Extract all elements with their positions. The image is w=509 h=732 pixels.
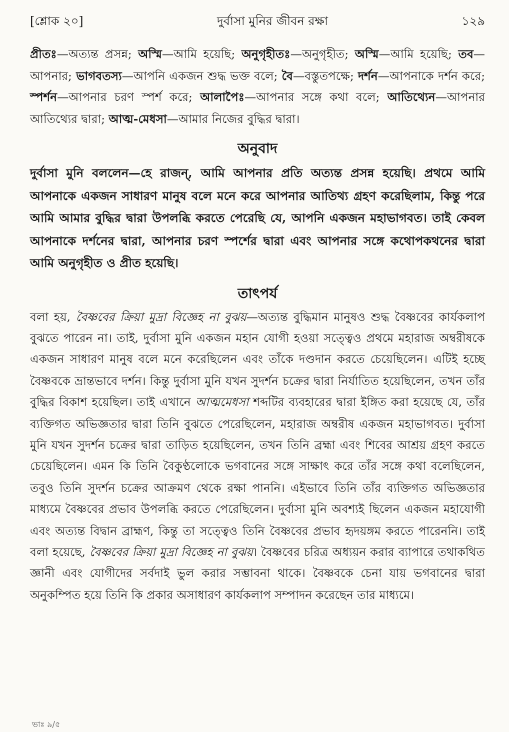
translation-heading: অনুবাদ bbox=[237, 141, 278, 157]
synonym-word: স্পর্শন bbox=[30, 90, 58, 104]
chapter-title: দুর্বাসা মুনির জীবন রক্ষা bbox=[216, 14, 328, 28]
synonym-word: আত্ম-মেধসা bbox=[108, 111, 167, 126]
synonym-meaning: —আপনার চরণ স্পর্শ করে; bbox=[57, 90, 201, 104]
purport-text-segment: বলা হয়, bbox=[30, 309, 76, 324]
synonym-word: অস্মি bbox=[138, 47, 163, 61]
purport-heading: তাৎপর্য bbox=[237, 285, 278, 302]
synonym-word: আলাপৈঃ bbox=[200, 90, 245, 104]
synonym-meaning: —আমার নিজের বুদ্ধির দ্বারা। bbox=[166, 111, 300, 126]
synonym-word: দর্শন bbox=[357, 68, 378, 83]
verse-reference: [শ্লোক ২০] bbox=[30, 14, 84, 28]
purport-text-segment: শব্দটির ব্যবহারের দ্বারা ইঙ্গিত করা হয়েছে যে, তাঁর ব্যক্তিগত অভিজ্ঞতার দ্বারা তিনি বুঝতে পেরেছিলেন, মহারাজ অম্বরীষ একজন মহাভাগবত। দুর্বাসা মুনি যখন সুদর্শন চক্রের দ্বারা তাড়িত হয়েছিলেন, তখন তিনি ব্রহ্মা এবং শিবের আশ্রয় গ্রহণ করতে চেয়েছিলেন। এমন কি তিনি বৈকুণ্ঠলোকে ভগবানের সঙ্গে সাক্ষাৎ করে তাঁর সঙ্গে কথা বলেছিলেন, তবুও তিনি সুদর্শন চক্রের আক্রমণ থেকে রক্ষা পাননি। এইভাবে তিনি তাঁর ব্যক্তিগত অভিজ্ঞতার মাধ্যমে বৈষ্ণবের প্রভাব উপলব্ধি করতে পেরেছিলেন। দুর্বাসা মুনি অবশ্যই ছিলেন একজন মহাযোগী এবং অত্যন্ত বিদ্বান ব্রাহ্মণ, কিন্তু তা সত্ত্বেও তিনি বৈষ্ণবের প্রভাব হৃদয়ঙ্গম করতে পারেননি। তাই বলা হয়েছে, bbox=[30, 395, 485, 559]
purport-term: আত্মমেধসা bbox=[195, 395, 249, 410]
synonym-word: বৈ bbox=[281, 68, 293, 83]
synonym-word: অস্মি bbox=[354, 47, 379, 61]
synonym-meaning: —বস্তুতপক্ষে; bbox=[292, 68, 358, 83]
translation-text: দুর্বাসা মুনি বললেন—হে রাজন্, আমি আপনার প্রতি অত্যন্ত প্রসন্ন হয়েছি। প্রথমে আমি আপনাকে একজন সাধারণ মানুষ বলে মনে করে আপনার আতিথ্য গ্রহণ করেছিলাম, কিন্তু পরে আমি আমার বুদ্ধির দ্বারা উপলব্ধি করতে পেরেছি যে, আপনি একজন মহাভাগবত। তাই কেবল আপনাকে দর্শনের দ্বারা, আপনার চরণ স্পর্শের দ্বারা এবং আপনার সঙ্গে কথোপকথনের দ্বারা আমি অনুগৃহীত ও প্রীত হয়েছি। bbox=[30, 166, 485, 270]
synonym-meaning: —আপনার আতিথ্যের দ্বারা; bbox=[30, 90, 485, 126]
book-page bbox=[30, 10, 485, 606]
synonym-word: তব bbox=[458, 47, 474, 61]
synonym-word: ভাগবতস্য bbox=[76, 68, 122, 83]
purport-text bbox=[30, 307, 485, 607]
synonym-meaning: —আপনাকে দর্শন করে; bbox=[377, 68, 485, 83]
purport-text-segment: —অত্যন্ত বুদ্ধিমান মানুষও শুদ্ধ বৈষ্ণবের কার্যকলাপ বুঝতে পারেন না। তাই, দুর্বাসা মুনি একজন মহান যোগী হওয়া সত্ত্বেও প্রথমে মহারাজ অম্বরীষকে একজন সাধারণ মানুষ বলে মনে করেছিলেন এবং তাঁকে দণ্ডদান করতে চেয়েছিলেন। এটিই হচ্ছে বৈষ্ণবকে ভ্রান্তভাবে দর্শন। কিন্তু দুর্বাসা মুনি যখন সুদর্শন চক্রের দ্বারা নির্যাতিত হয়েছিলেন, তখন তাঁর বুদ্ধির বিকাশ হয়েছিল। তাই এখানে bbox=[30, 309, 486, 410]
purport-quote: বৈষ্ণবের ক্রিয়া মুদ্রা বিজ্ঞেহ না বুঝয় bbox=[89, 544, 253, 559]
synonym-meaning: —আমি হয়েছি; bbox=[378, 47, 459, 61]
synonym-meaning: —অনুগৃহীত; bbox=[290, 47, 355, 61]
synonym-meaning: —আমি হয়েছি; bbox=[162, 47, 242, 61]
synonyms-paragraph bbox=[30, 44, 485, 130]
purport-quote: বৈষ্ণবের ক্রিয়া মুদ্রা বিজ্ঞেহ না বুঝয় bbox=[75, 309, 247, 324]
page-number: ১২৯ bbox=[461, 14, 485, 28]
synonym-meaning: —আপনার সঙ্গে কথা বলে; bbox=[244, 90, 388, 104]
purport-text-segment: । বৈষ্ণবের চরিত্র অধ্যয়ন করার ব্যাপারে তথাকথিত জ্ঞানী এবং যোগীদের সর্বদাই ভুল করার সম্ভাবনা থাকে। বৈষ্ণবকে চেনা যায় ভগবানের দ্বারা অনুকম্পিত হয়ে তিনি কি প্রকার অসাধারণ কার্যকলাপ সম্পাদন করেছেন তার মাধ্যমে। bbox=[30, 544, 485, 602]
synonym-word: আতিথ্যেন bbox=[387, 90, 436, 104]
page-header bbox=[30, 10, 485, 32]
synonym-word: অনুগৃহীতঃ bbox=[241, 47, 291, 61]
page-footer: ভাঃ ৯/৫ bbox=[32, 720, 61, 729]
synonym-meaning: —আপনি একজন শুদ্ধ ভক্ত বলে; bbox=[121, 68, 282, 83]
synonym-meaning: —আপনার; bbox=[30, 47, 485, 83]
synonym-meaning: —অত্যন্ত প্রসন্ন; bbox=[56, 47, 139, 61]
synonym-word: প্রীতঃ bbox=[30, 47, 57, 61]
